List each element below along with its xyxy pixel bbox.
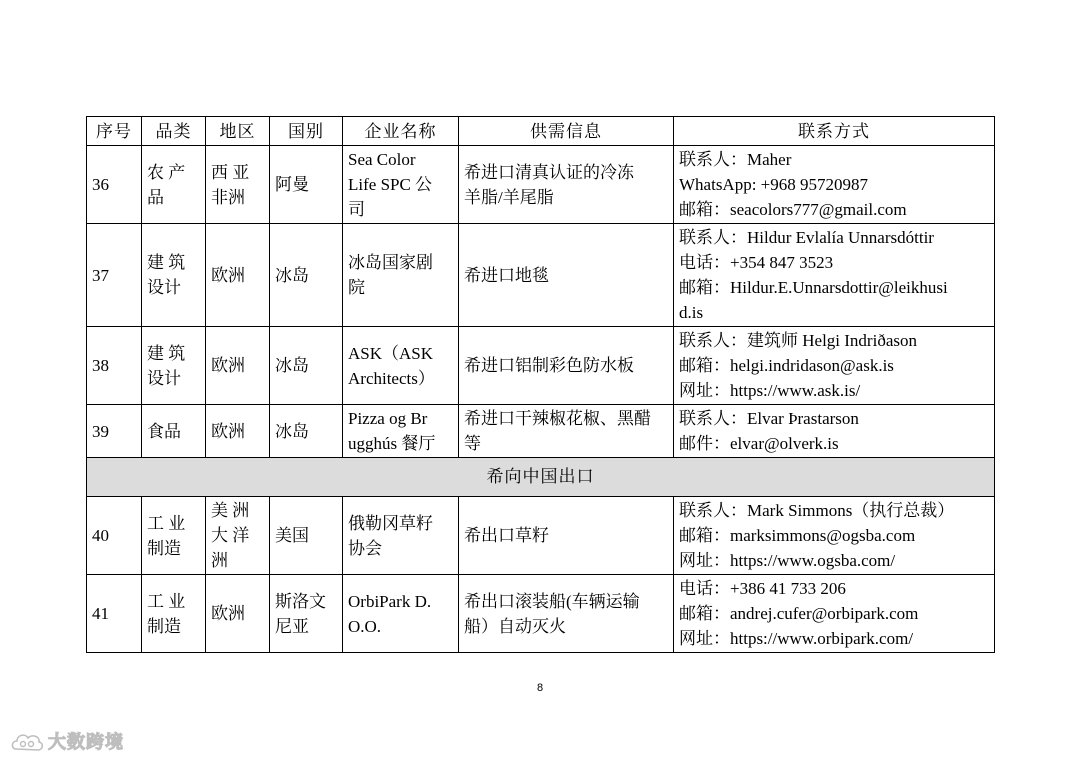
header-contact: 联系方式 (674, 117, 995, 146)
cell-line: 院 (348, 278, 365, 297)
cell-category (142, 575, 206, 653)
header-number: 序号 (87, 117, 142, 146)
cell-line: 网址：https://www.ogsba.com/ (679, 551, 896, 570)
cell-line: 联系人：Mark Simmons（执行总裁） (679, 501, 955, 520)
cell-region (206, 405, 270, 458)
cell-line: 40 (92, 526, 109, 545)
table-row (87, 146, 995, 224)
cell-line: 邮箱：Hildur.E.Unnarsdottir@leikhusi (679, 278, 948, 297)
supply-demand-table (86, 116, 995, 653)
header-supply-demand: 供需信息 (459, 117, 674, 146)
section-title: 希向中国出口 (87, 458, 995, 497)
cell-line: 船）自动灭火 (464, 616, 566, 636)
cell-line: 联系人：Elvar Þrastarson (679, 409, 859, 428)
cell-line: 电话：+386 41 733 206 (679, 579, 846, 598)
cell-category (142, 327, 206, 405)
cell-line: 冰岛 (275, 265, 309, 285)
cell-line: 41 (92, 604, 109, 623)
cell-line: 美 洲 (211, 501, 250, 520)
cell-company (343, 405, 459, 458)
cell-number (87, 497, 142, 575)
watermark (10, 727, 124, 755)
cell-country (270, 575, 343, 653)
cell-line: 希进口地毯 (464, 265, 549, 285)
cell-supply-demand (459, 575, 674, 653)
cell-region (206, 497, 270, 575)
cell-line: 工 业 (147, 591, 186, 611)
cell-line: WhatsApp: +968 95720987 (679, 175, 869, 194)
cell-line: 37 (92, 265, 109, 285)
cell-country (270, 146, 343, 224)
cell-line: 邮箱：marksimmons@ogsba.com (679, 526, 916, 545)
cell-category (142, 405, 206, 458)
table-body-export (87, 497, 995, 653)
watermark-text: 大数跨境 (48, 732, 124, 753)
cell-contact (674, 575, 995, 653)
cell-line: 协会 (348, 538, 382, 558)
cell-category (142, 497, 206, 575)
cell-line: 联系人：Maher (679, 150, 792, 169)
cell-line: 冰岛 (275, 356, 309, 375)
cell-line: 工 业 (147, 513, 186, 533)
cell-category (142, 146, 206, 224)
cell-supply-demand (459, 327, 674, 405)
cell-line: 建 筑 (147, 253, 186, 272)
cell-contact (674, 327, 995, 405)
cell-line: 联系人：Hildur Evlalía Unnarsdóttir (679, 228, 934, 247)
cell-line: 冰岛国家剧 (348, 253, 433, 272)
header-company: 企业名称 (343, 117, 459, 146)
cell-line: 电话：+354 847 3523 (679, 253, 834, 272)
cell-line: 邮箱：andrej.cufer@orbipark.com (679, 604, 919, 623)
cell-contact (674, 405, 995, 458)
cell-contact (674, 497, 995, 575)
cell-number (87, 405, 142, 458)
cell-line: 美国 (275, 526, 309, 545)
table-body-import (87, 146, 995, 458)
cell-number (87, 224, 142, 327)
table-row (87, 224, 995, 327)
cell-line: 西 亚 (211, 162, 250, 182)
header-category: 品类 (142, 117, 206, 146)
page-number: 8 (536, 682, 544, 694)
cell-line: 希出口草籽 (464, 526, 549, 545)
cell-country (270, 327, 343, 405)
cell-line: 农 产 (147, 162, 186, 182)
cell-line: 联系人：建筑师 Helgi Indriðason (679, 331, 917, 350)
cell-line: 制造 (147, 616, 181, 636)
cell-country (270, 497, 343, 575)
cell-line: 阿曼 (275, 175, 309, 194)
cell-company (343, 327, 459, 405)
header-country: 国别 (270, 117, 343, 146)
cell-line: ugghús 餐厅 (348, 434, 436, 453)
cell-region (206, 327, 270, 405)
cell-line: 大 洋 (211, 526, 250, 545)
cell-company (343, 224, 459, 327)
table-header-row (87, 117, 995, 146)
cell-country (270, 224, 343, 327)
cell-region (206, 575, 270, 653)
cell-contact (674, 146, 995, 224)
cell-line: 欧洲 (211, 356, 245, 375)
cell-line: 38 (92, 356, 109, 375)
cell-supply-demand (459, 497, 674, 575)
cell-line: 邮件：elvar@olverk.is (679, 434, 839, 453)
cell-line: 希进口清真认证的冷冻 (464, 162, 634, 182)
cell-category (142, 224, 206, 327)
cell-line: 等 (464, 434, 481, 453)
cell-line: 非洲 (211, 187, 245, 207)
section-row (87, 458, 995, 497)
cell-line: 斯洛文 (275, 591, 326, 611)
cell-number (87, 146, 142, 224)
cell-company (343, 497, 459, 575)
table-row (87, 575, 995, 653)
cell-line: 冰岛 (275, 421, 309, 441)
cell-line: 邮箱：helgi.indridason@ask.is (679, 356, 894, 375)
cell-country (270, 405, 343, 458)
cell-line: Pizza og Br (348, 409, 428, 428)
cell-line: Sea Color (348, 150, 416, 169)
cell-line: 网址：https://www.ask.is/ (679, 381, 861, 400)
cell-company (343, 146, 459, 224)
cell-line: 欧洲 (211, 265, 245, 285)
cell-line: 品 (147, 187, 164, 207)
cell-line: d.is (679, 303, 704, 322)
cell-line: 食品 (147, 421, 181, 441)
cell-number (87, 575, 142, 653)
header-region: 地区 (206, 117, 270, 146)
cell-region (206, 146, 270, 224)
cell-line: 尼亚 (275, 616, 309, 636)
cell-line: 希进口铝制彩色防水板 (464, 356, 634, 375)
cell-line: 39 (92, 421, 109, 441)
cell-line: OrbiPark D. (348, 591, 432, 611)
cell-supply-demand (459, 146, 674, 224)
cell-supply-demand (459, 224, 674, 327)
cell-contact (674, 224, 995, 327)
cell-line: Life SPC 公 (348, 175, 433, 194)
cell-line: 设计 (147, 368, 181, 388)
cell-line: ASK（ASK (348, 343, 434, 363)
table-row (87, 497, 995, 575)
table-row (87, 405, 995, 458)
cell-line: 制造 (147, 538, 181, 558)
cell-line: 司 (348, 200, 365, 219)
cell-line: 欧洲 (211, 421, 245, 441)
table-row (87, 327, 995, 405)
cell-line: 希出口滚装船(车辆运输 (464, 591, 640, 611)
cell-line: 洲 (211, 551, 228, 570)
cell-line: 邮箱：seacolors777@gmail.com (679, 200, 907, 219)
cell-number (87, 327, 142, 405)
cell-region (206, 224, 270, 327)
cell-line: Architects） (348, 368, 435, 388)
cell-company (343, 575, 459, 653)
cell-line: O.O. (348, 616, 382, 636)
cell-line: 36 (92, 175, 109, 194)
cloud-logo-icon (10, 729, 44, 753)
cell-line: 设计 (147, 278, 181, 297)
cell-line: 欧洲 (211, 604, 245, 623)
cell-line: 希进口干辣椒花椒、黑醋 (464, 409, 651, 428)
cell-line: 网址：https://www.orbipark.com/ (679, 629, 914, 648)
cell-line: 俄勒冈草籽 (348, 513, 433, 533)
cell-line: 羊脂/羊尾脂 (464, 187, 554, 207)
cell-supply-demand (459, 405, 674, 458)
cell-line: 建 筑 (147, 343, 186, 363)
